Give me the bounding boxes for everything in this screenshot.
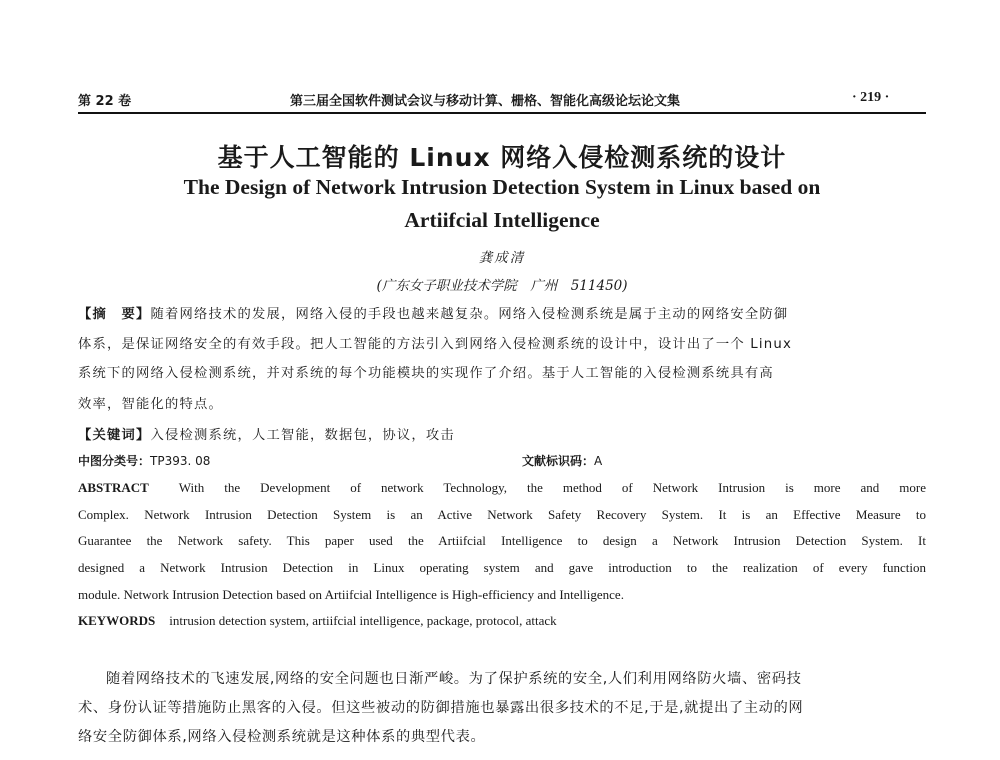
abstract-zh-text: 随着网络技术的发展，网络入侵的手段也越来越复杂。网络入侵检测系统是属于主动的网络安全防御 xyxy=(150,307,789,322)
abstract-en-line xyxy=(78,480,926,496)
abstract-zh-line: 效率，智能化的特点。 xyxy=(78,397,223,412)
keywords-zh-text: 入侵检测系统，人工智能，数据包，协议，攻击 xyxy=(150,428,455,443)
title-zh: 基于人工智能的 Linux 网络入侵检测系统的设计 xyxy=(217,143,787,172)
abstract-en-line: Complex. Network Intrusion Detection System is an Active Network Safety Recovery System. It is an Effective Measure to xyxy=(78,507,926,522)
abstract-en-line: Guarantee the Network safety. This paper used the Artiifcial Intelligence to design a Network Intrusion Detection System. It xyxy=(78,533,926,548)
body-line: 随着网络技术的飞速发展,网络的安全问题也日渐严峻。为了保护系统的安全,人们利用网络防火墙、密码技 xyxy=(106,671,802,687)
abstract-zh-label: 【摘 要】 xyxy=(78,307,151,322)
classification xyxy=(78,452,210,469)
header-volume: 第 22 卷 xyxy=(78,94,132,109)
keywords-en-text: intrusion detection system, artiifcial intelligence, package, protocol, attack xyxy=(169,613,557,628)
body-line: 络安全防御体系,网络入侵检测系统就是这种体系的典型代表。 xyxy=(78,729,486,745)
document-code-value: A xyxy=(594,454,603,468)
body-line: 术、身份认证等措施防止黑客的入侵。但这些被动的防御措施也暴露出很多技术的不足,于是,就提出了主动的网 xyxy=(78,700,804,716)
classification-value: TP393. 08 xyxy=(150,454,211,468)
header-proceedings: 第三届全国软件测试会议与移动计算、栅格、智能化高级论坛论文集 xyxy=(290,94,681,109)
title-en-line2: Artiifcial Intelligence xyxy=(404,208,600,232)
header-rule xyxy=(78,112,926,114)
abstract-zh-line: 系统下的网络入侵检测系统，并对系统的每个功能模块的实现作了介绍。基于人工智能的入侵检测系统具有高 xyxy=(78,366,774,381)
keywords-zh-label: 【关键词】 xyxy=(78,428,151,443)
document-code-label: 文献标识码： xyxy=(522,454,595,468)
keywords-en xyxy=(78,613,557,629)
abstract-zh-line xyxy=(78,303,788,322)
keywords-en-label: KEYWORDS xyxy=(78,613,156,628)
abstract-en-text: With the Development of network Technology, the method of Network Intrusion is more and more xyxy=(178,480,926,495)
classification-label: 中图分类号： xyxy=(78,454,151,468)
document-code xyxy=(522,452,602,469)
affiliation: (广东女子职业技术学院 广州 511450) xyxy=(376,278,628,294)
abstract-en-label: ABSTRACT xyxy=(78,480,149,495)
abstract-en-line: module. Network Intrusion Detection based on Artiifcial Intelligence is High-efficiency and Intelligence. xyxy=(78,587,624,602)
abstract-en-line: designed a Network Intrusion Detection in Linux operating system and gave introduction to the realization of every function xyxy=(78,560,926,575)
author: 龚成清 xyxy=(478,250,526,266)
header-page-number: · 219 · xyxy=(852,90,890,105)
title-en-line1: The Design of Network Intrusion Detection System in Linux based on xyxy=(183,175,821,199)
keywords-zh xyxy=(78,424,455,443)
abstract-zh-line: 体系，是保证网络安全的有效手段。把人工智能的方法引入到网络入侵检测系统的设计中，设计出了一个 Linux xyxy=(78,337,793,352)
